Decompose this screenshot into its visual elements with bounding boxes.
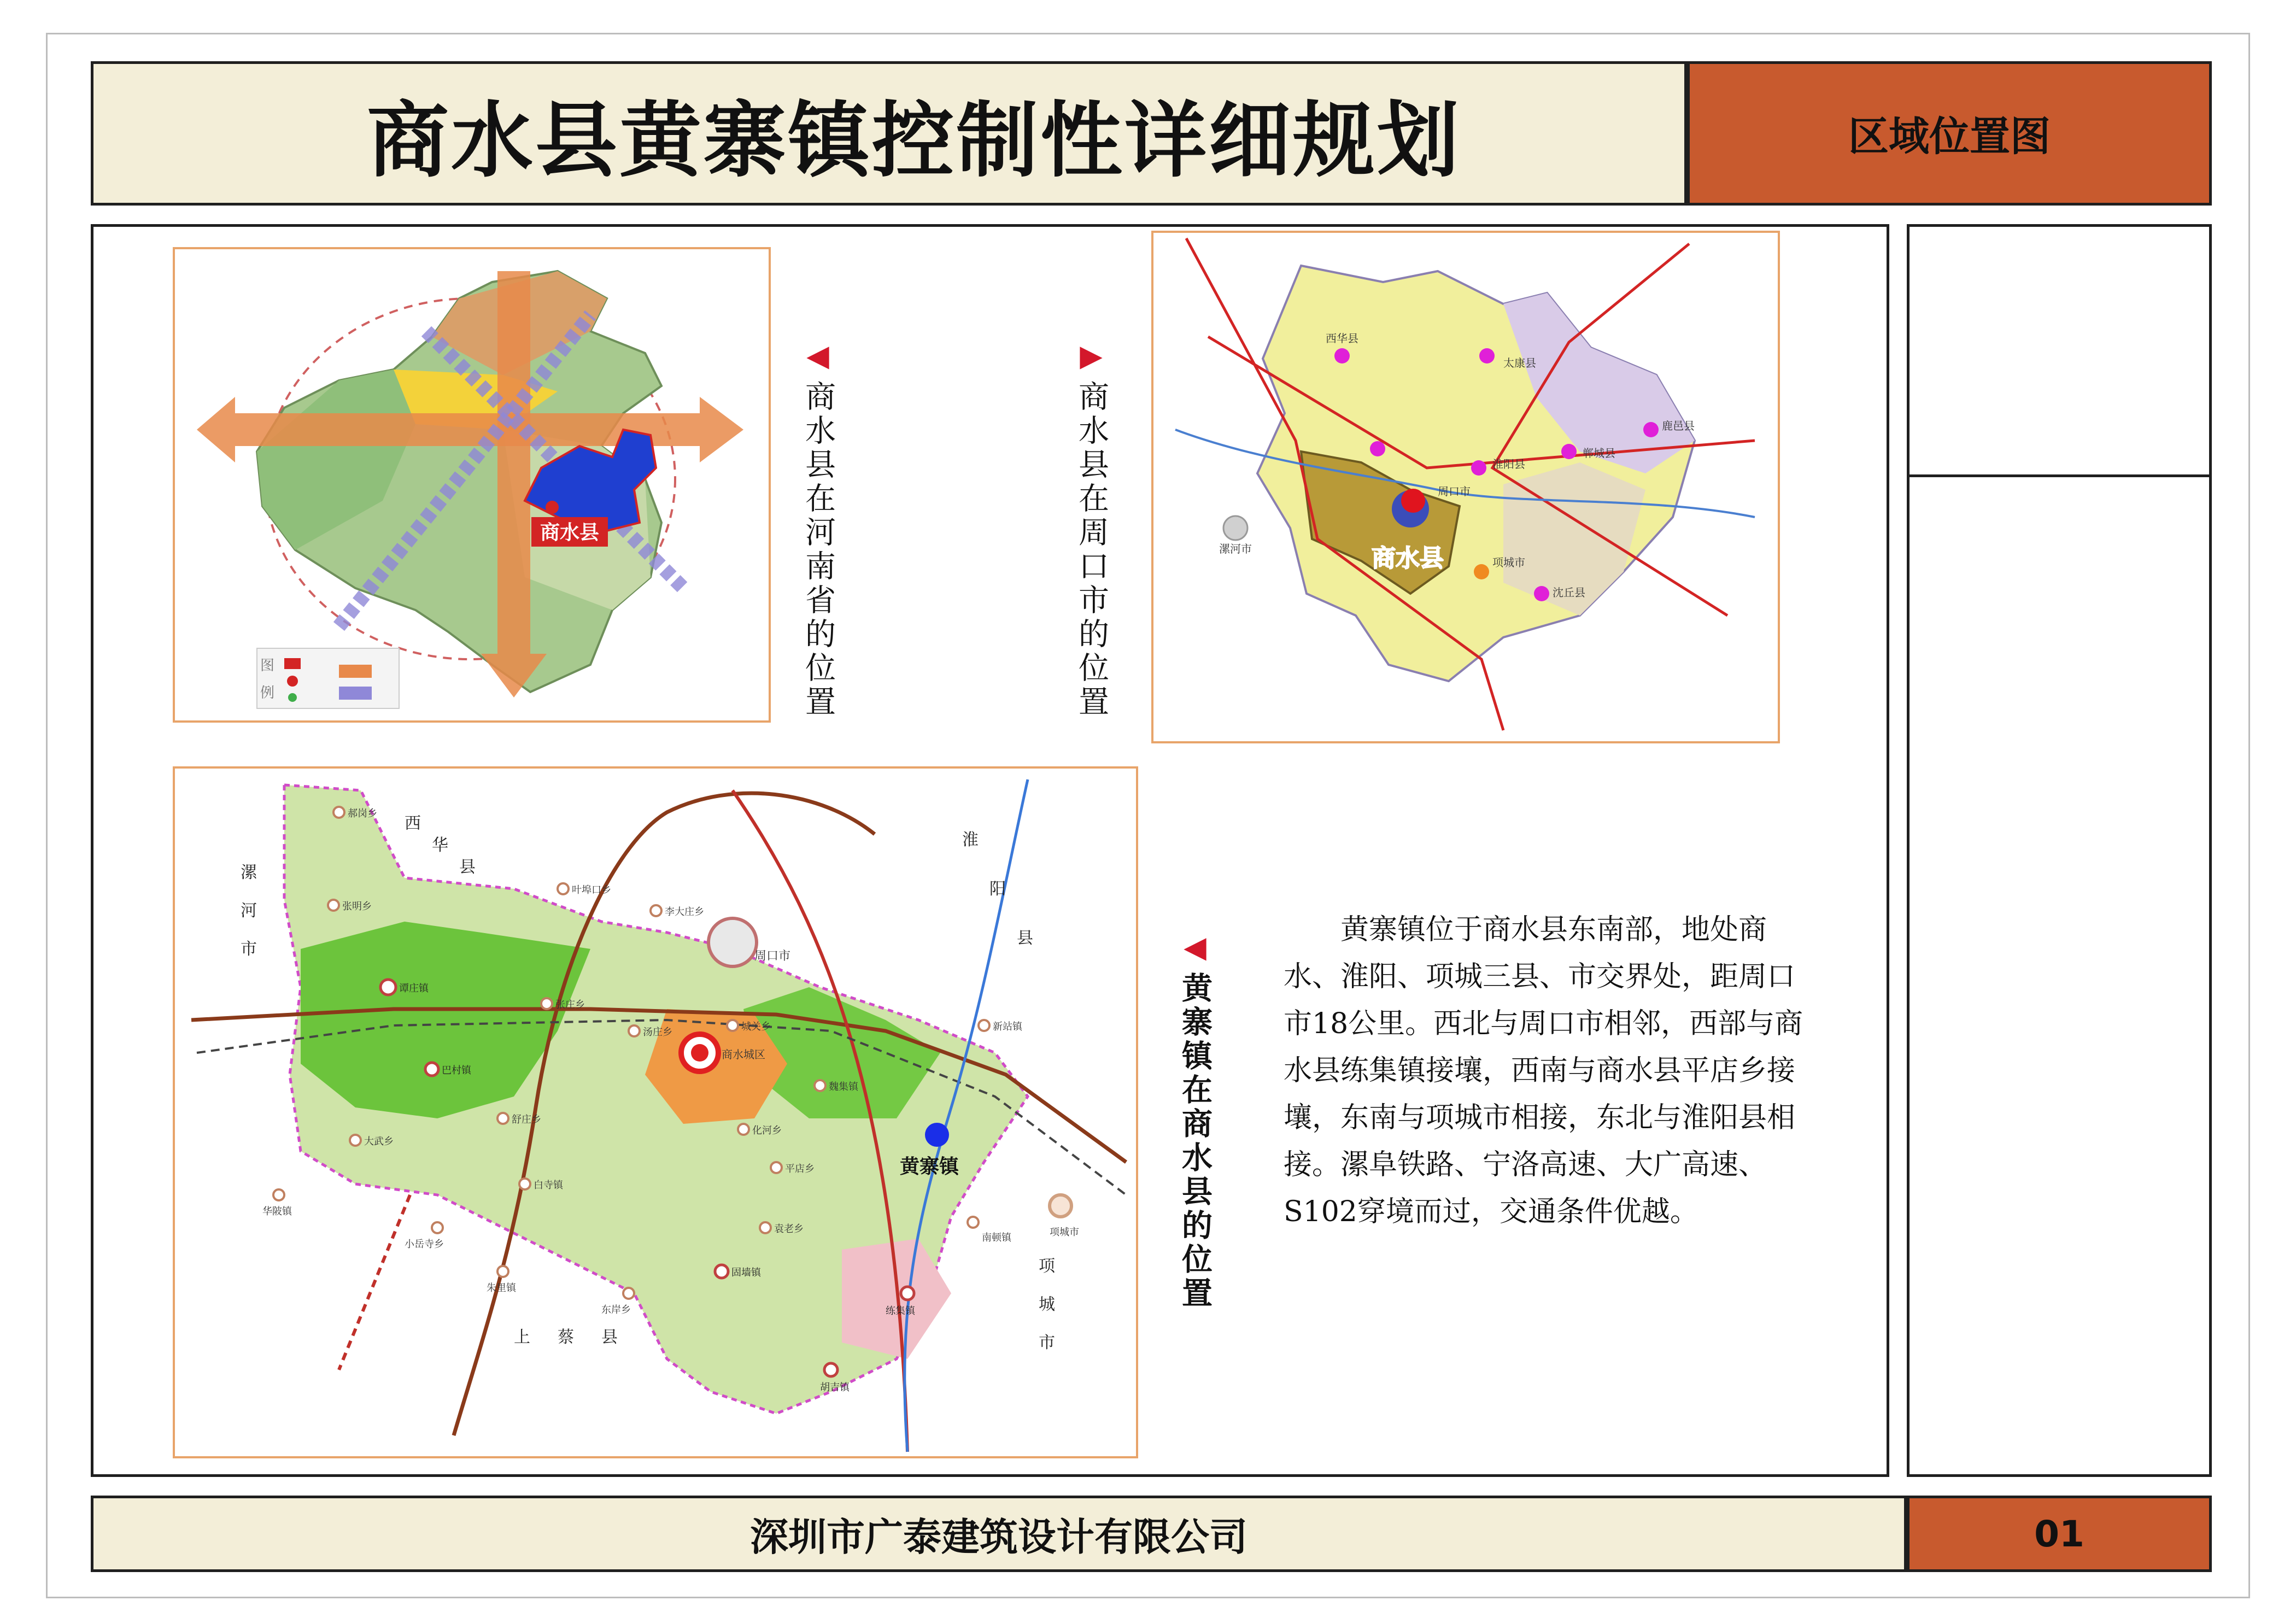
place-marker — [425, 1063, 438, 1076]
county-seat-marker — [1471, 460, 1486, 476]
place-label: 汤庄乡 — [643, 1027, 672, 1038]
side-info-panel — [1907, 224, 2212, 1477]
caption-arrow-left-icon: ◀ — [1184, 930, 1206, 964]
place-label: 巴村镇 — [442, 1065, 471, 1076]
county-seat-center — [691, 1044, 708, 1062]
county-map-graphic — [175, 769, 1136, 1456]
zhoukou-city-map — [1151, 231, 1780, 743]
place-label: 项城市 — [1050, 1227, 1079, 1238]
plan-title: 商水县黄寨镇控制性详细规划 — [367, 93, 1462, 189]
place-label: 化河乡 — [752, 1125, 782, 1136]
zhoukou-highlight-label: 商水县 — [1372, 544, 1444, 572]
caption-zhoukou — [1069, 338, 1113, 719]
shangcai-label-1: 上 — [514, 1328, 530, 1347]
county-seat-marker — [1334, 348, 1350, 364]
place-label: 平店乡 — [785, 1163, 815, 1175]
shangcai-label-2: 蔡 — [558, 1328, 574, 1347]
legend-title-2: 例 — [260, 685, 275, 701]
xiangcheng-label-2: 城 — [1039, 1295, 1055, 1314]
xiangcheng-label-1: 项 — [1039, 1257, 1055, 1276]
place-label: 白寺镇 — [534, 1180, 563, 1191]
zhoukou-label-6: 项城市 — [1492, 556, 1525, 569]
place-label: 朱里镇 — [487, 1282, 516, 1294]
place-marker — [651, 905, 661, 916]
place-marker — [738, 1124, 749, 1135]
xiangcheng-city-marker — [1050, 1195, 1071, 1217]
place-marker — [541, 998, 552, 1009]
henan-legend — [257, 648, 399, 708]
zhoukou-label-5: 沈丘县 — [1553, 586, 1585, 599]
place-marker — [623, 1288, 634, 1299]
place-marker — [497, 1266, 508, 1277]
caption-arrow-left-icon: ◀ — [806, 338, 829, 373]
legend-swatch — [339, 665, 372, 678]
place-label: 谭庄镇 — [399, 983, 429, 994]
zhoukou-city-label: 周口市 — [754, 949, 791, 963]
place-marker — [901, 1287, 914, 1300]
caption-henan-text: 商水县在河南省的位置 — [800, 380, 836, 719]
legend-swatch — [287, 676, 298, 687]
place-label: 魏集镇 — [829, 1081, 858, 1093]
legend-swatch — [284, 658, 301, 669]
place-marker — [715, 1265, 728, 1278]
place-label: 张庄乡 — [555, 999, 585, 1011]
legend-swatch — [339, 687, 372, 700]
planned-road — [339, 1195, 410, 1370]
zhoukou-map-graphic — [1153, 233, 1778, 741]
location-description: 黄寨镇位于商水县东南部，地处商水、淮阳、项城三县、市交界处，距周口市18公里。西北与周口市相邻，西部与商水县练集镇接壤，西南与商水县平店乡接壤，东南与项城市相接，东北与淮阳县相接。漯阜铁路、宁洛高速、大广高速、S102穿境而过，交通条件优越。 — [1284, 913, 1803, 1228]
caption-henan — [796, 338, 840, 719]
place-marker — [350, 1135, 361, 1146]
henan-highlight-label: 商水县 — [540, 521, 600, 544]
zhoukou-label-0: 西华县 — [1326, 332, 1358, 345]
place-label: 华陂镇 — [262, 1206, 292, 1217]
luohe-marker — [1223, 516, 1247, 540]
caption-county-text: 黄寨镇在商水县的位置 — [1177, 972, 1213, 1311]
place-label: 新站镇 — [993, 1021, 1022, 1033]
zhoukou-label-4: 鹿邑县 — [1662, 419, 1695, 432]
place-label: 城关乡 — [741, 1021, 771, 1033]
place-label: 舒庄乡 — [512, 1114, 541, 1125]
huangzhai-town-label: 黄寨镇 — [899, 1156, 959, 1178]
huangzhai-town-marker — [925, 1123, 949, 1147]
xihua-label-2: 华 — [432, 836, 448, 855]
company-name: 深圳市广泰建筑设计有限公司 — [91, 1496, 1907, 1572]
place-marker — [771, 1162, 782, 1173]
henan-map-graphic — [175, 249, 769, 720]
place-label: 大武乡 — [364, 1136, 394, 1147]
drawing-name: 区域位置图 — [1687, 61, 2212, 206]
zhoukou-center-dot — [1401, 489, 1425, 513]
shangshui-county-map — [173, 766, 1138, 1458]
place-label: 小岳寺乡 — [405, 1239, 444, 1250]
caption-zhoukou-text: 商水县在周口市的位置 — [1074, 380, 1109, 719]
zhoukou-label-7: 漯河市 — [1219, 542, 1252, 555]
place-label: 郝岗乡 — [348, 808, 377, 819]
place-label: 叶埠口乡 — [572, 884, 611, 896]
county-seat-marker — [1370, 441, 1385, 456]
shangshui-marker — [546, 501, 559, 514]
place-marker — [273, 1189, 284, 1200]
caption-arrow-right-icon: ▶ — [1080, 338, 1103, 373]
xiangcheng-marker — [1474, 564, 1489, 579]
zhoukou-label-1: 太康县 — [1503, 356, 1536, 370]
place-label: 胡吉镇 — [820, 1382, 850, 1393]
legend-swatch — [288, 693, 297, 702]
side-panel-divider — [1907, 474, 2212, 477]
luohe-label-3: 市 — [241, 940, 257, 959]
place-marker — [497, 1113, 508, 1124]
luohe-label-2: 河 — [241, 901, 257, 921]
district-label: 商水城区 — [722, 1048, 765, 1061]
shangcai-label-3: 县 — [601, 1328, 618, 1347]
place-label: 东岸乡 — [601, 1304, 631, 1316]
county-seat-marker — [1561, 444, 1577, 459]
place-marker — [519, 1179, 530, 1189]
xihua-label-3: 县 — [459, 858, 476, 877]
luohe-label-1: 漯 — [241, 863, 257, 882]
place-label: 固墙镇 — [731, 1267, 761, 1279]
zhoukou-city-marker — [708, 918, 757, 966]
place-label: 袁老乡 — [774, 1223, 804, 1235]
henan-province-map — [173, 247, 771, 723]
page-number: 01 — [1907, 1496, 2212, 1572]
place-marker — [727, 1020, 738, 1031]
zhoukou-city-label: 周口市 — [1438, 485, 1471, 498]
place-marker — [380, 980, 396, 995]
place-label: 练集镇 — [886, 1305, 915, 1317]
caption-county — [1173, 930, 1217, 1311]
place-marker — [979, 1020, 989, 1031]
place-label: 南顿镇 — [982, 1232, 1011, 1244]
xiangcheng-label-3: 市 — [1039, 1333, 1055, 1352]
zhoukou-label-2: 淮阳县 — [1492, 458, 1525, 471]
county-seat-marker — [1643, 422, 1659, 437]
county-seat-marker — [1479, 348, 1495, 364]
county-seat-marker — [1534, 586, 1549, 601]
place-marker — [824, 1363, 837, 1376]
legend-title-1: 图 — [260, 658, 275, 674]
huaiyang-label-3: 县 — [1017, 929, 1033, 948]
place-marker — [629, 1025, 640, 1036]
place-marker — [815, 1080, 825, 1091]
place-marker — [558, 883, 569, 894]
place-marker — [760, 1222, 771, 1233]
xihua-label-1: 西 — [405, 814, 421, 833]
huaiyang-label-1: 淮 — [962, 830, 979, 849]
place-marker — [968, 1217, 979, 1228]
place-label: 李大庄乡 — [665, 906, 704, 918]
place-marker — [328, 900, 339, 911]
huaiyang-label-2: 阳 — [989, 880, 1006, 899]
place-marker — [333, 807, 344, 818]
place-label: 张明乡 — [342, 901, 372, 912]
place-marker — [432, 1222, 443, 1233]
zhoukou-label-3: 郸城县 — [1583, 447, 1615, 460]
